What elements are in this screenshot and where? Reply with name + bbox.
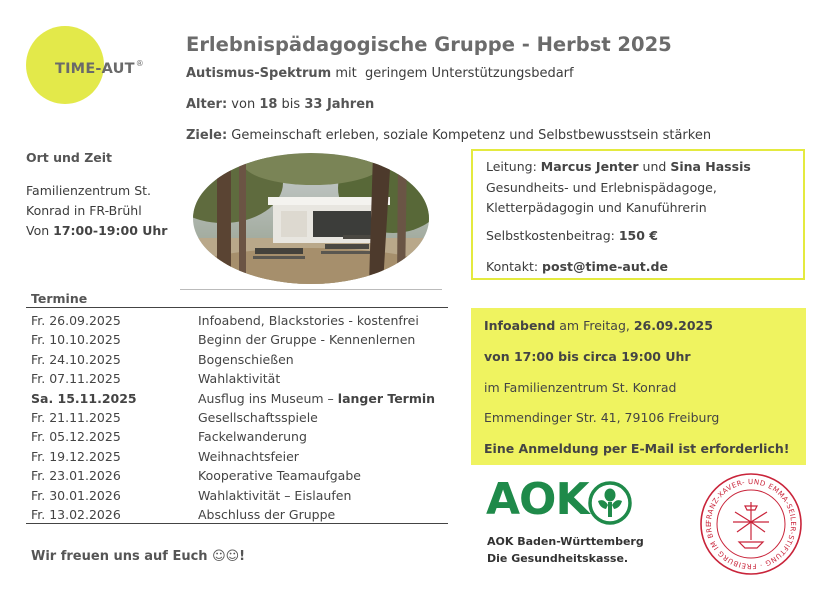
schedule-heading: Termine [31,291,88,306]
schedule-date: Fr. 07.11.2025 [31,371,121,387]
info-evening-time-value: von 17:00 bis circa 19:00 Uhr [484,349,691,364]
closing-text: Wir freuen uns auf Euch ☺☺! [31,549,246,564]
schedule-row [31,313,451,332]
info-evening-label: Infoabend [484,318,556,333]
schedule-date: Fr. 21.11.2025 [31,409,121,425]
schedule-date: Sa. 15.11.2025 [31,390,137,406]
aok-logo-word: AOK [486,474,589,525]
age-from-word: von [227,97,260,112]
leaders-label: Leitung: [486,159,541,174]
schedule-row [31,391,451,410]
schedule-description [198,488,351,503]
schedule-description-text: Abschluss der Gruppe [198,506,336,522]
schedule-row [31,410,451,429]
schedule-description [198,371,280,386]
leaders-and: und [638,159,671,174]
schedule-description-text: Ausflug ins Museum – [198,390,338,406]
schedule-date: Fr. 26.09.2025 [31,313,121,328]
schedule-description-text: Fackelwanderung [198,429,307,445]
age-to: 33 Jahren [304,97,375,112]
schedule-rule-top [26,307,448,308]
schedule-date: Fr. 10.10.2025 [31,332,121,348]
schedule-row [31,429,451,448]
age-label: Alter: [186,97,228,112]
schedule-description [198,507,335,522]
schedule-description [198,449,299,464]
page-title: Erlebnispädagogische Gruppe - Herbst 2025 [186,33,672,56]
aok-tree-icon [588,481,632,525]
schedule-description-text: Kooperative Teamaufgabe [198,468,361,484]
roles-line-2: Kletterpädagogin und Kanuführerin [486,200,707,215]
schedule-date: Fr. 05.12.2025 [31,429,121,445]
logo-text: TIME-AUT [55,61,135,77]
target-bold: Autismus-Spektrum [186,66,332,81]
registration-note: Eine Anmeldung per E-Mail ist erforderlich! [484,441,790,456]
schedule-description [198,332,415,347]
info-evening-address: Emmendinger Str. 41, 79106 Freiburg [484,410,720,425]
schedule-row [31,449,451,468]
info-evening-date [484,318,713,333]
info-evening-time [484,349,691,364]
schedule-description [198,313,419,328]
schedule-list [31,313,451,526]
info-evening-place: im Familienzentrum St. Konrad [484,380,677,395]
schedule-description-highlight: langer Termin [337,390,436,406]
leader-2: Sina Hassis [670,159,751,174]
target-rest: mit geringem Unterstützungsbedarf [331,66,574,81]
pavilion-photo [193,153,429,284]
goals-label: Ziele: [186,128,228,143]
logo-trademark: ® [135,59,144,68]
schedule-description-text: Beginn der Gruppe - Kennenlernen [198,332,416,348]
schedule-row [31,468,451,487]
location-heading: Ort und Zeit [26,150,113,165]
divider [180,289,442,290]
contact-email[interactable]: post@time-aut.de [542,259,668,274]
age-to-word: bis [277,97,305,112]
schedule-description-text: Wahlaktivität – Eislaufen [198,487,352,503]
target-group [186,66,574,81]
schedule-description [198,391,435,406]
schedule-row [31,371,451,390]
logo [55,59,144,77]
foundation-seal-icon [699,472,803,576]
time-bold: 17:00-19:00 Uhr [53,223,168,238]
fee-label: Selbstkostenbeitrag: [486,228,619,243]
schedule-description [198,429,307,444]
goals [186,128,711,143]
schedule-description-text: Wahlaktivität [198,371,281,387]
location-line-2: Konrad in FR-Brühl [26,203,142,218]
schedule-rule-bottom [26,523,448,524]
schedule-date: Fr. 24.10.2025 [31,351,121,367]
leaders [486,159,751,174]
contact-label: Kontakt: [486,259,543,274]
schedule-description [198,352,294,367]
leader-1: Marcus Jenter [540,159,639,174]
schedule-description-text: Infoabend, Blackstories - kostenfrei [198,313,419,328]
schedule-description-text: Weihnachtsfeier [198,448,299,464]
aok-slogan: Die Gesundheitskasse. [487,552,629,565]
roles-line-1: Gesundheits- und Erlebnispädagoge, [486,180,717,195]
location-line-1: Familienzentrum St. [26,183,152,198]
seal-text: FRANZ-XAVER- UND EMMA-SEILER-STIFTUNG · FREIBURG IM BRE [704,477,798,571]
info-evening-label-rest: am Freitag, [555,318,634,333]
age-range [186,97,374,112]
fee-value: 150 € [618,228,658,243]
schedule-description [198,468,361,483]
aok-name: AOK Baden-Württemberg [487,535,644,548]
time-prefix: Von [26,223,54,238]
age-from: 18 [259,97,278,112]
schedule-row [31,332,451,351]
schedule-row [31,488,451,507]
location-time [26,223,167,238]
svg-text:FRANZ-XAVER- UND EMMA-SEILER-S [699,472,797,570]
schedule-date: Fr. 13.02.2026 [31,506,121,522]
fee [486,228,658,243]
schedule-row [31,352,451,371]
schedule-description-text: Bogenschießen [198,351,294,367]
goals-text: Gemeinschaft erleben, soziale Kompetenz und Selbstbewusstsein stärken [227,128,712,143]
info-evening-date-value: 26.09.2025 [633,318,713,333]
schedule-description-text: Gesellschaftsspiele [198,409,318,425]
contact [486,259,668,274]
schedule-date: Fr. 30.01.2026 [31,487,121,503]
schedule-date: Fr. 23.01.2026 [31,468,121,484]
schedule-description [198,410,318,425]
schedule-date: Fr. 19.12.2025 [31,448,121,464]
